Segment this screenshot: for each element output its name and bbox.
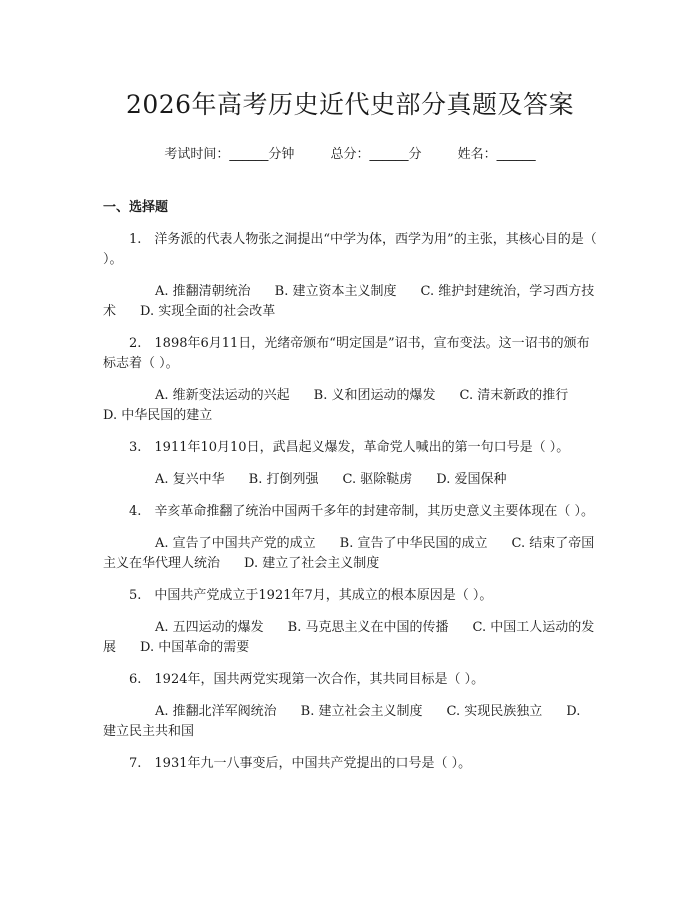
question-options xyxy=(103,618,597,658)
question-item xyxy=(103,502,597,574)
total-score-field: 总分：______分 xyxy=(330,147,422,162)
option-c: C. 中国工人运动的发展 xyxy=(103,620,595,655)
student-name-field: 姓名：______ xyxy=(457,147,536,162)
question-options xyxy=(103,282,597,322)
question-options xyxy=(103,470,597,490)
question-options xyxy=(103,386,597,426)
option-c: C. 实现民族独立 xyxy=(446,704,543,719)
question-item xyxy=(103,334,597,426)
option-d: D. 中国革命的需要 xyxy=(140,640,250,655)
page-title: 2026年高考历史近代史部分真题及答案 xyxy=(125,90,575,119)
option-a: A. 五四运动的爆发 xyxy=(155,620,264,635)
option-b: B. 建立资本主义制度 xyxy=(274,284,397,299)
question-item xyxy=(103,438,597,490)
question-stem: 6. 1924年，国共两党实现第一次合作，其共同目标是（ ）。 xyxy=(129,672,485,687)
option-c: C. 维护封建统治，学习西方技术 xyxy=(103,284,595,319)
option-a: A. 维新变法运动的兴起 xyxy=(155,388,290,403)
option-c: C. 驱除鞑虏 xyxy=(342,472,413,487)
question-stem: 5. 中国共产党成立于1921年7月，其成立的根本原因是（ ）。 xyxy=(129,588,493,603)
question-stem: 1. 洋务派的代表人物张之洞提出“中学为体，西学为用”的主张，其核心目的是（ ）。 xyxy=(103,232,597,267)
option-d: D. 爱国保种 xyxy=(436,472,507,487)
option-b: B. 建立社会主义制度 xyxy=(300,704,423,719)
option-b: B. 义和团运动的爆发 xyxy=(313,388,436,403)
option-b: B. 打倒列强 xyxy=(248,472,319,487)
option-a: A. 宣告了中国共产党的成立 xyxy=(155,536,316,551)
question-item xyxy=(103,586,597,658)
question-options xyxy=(103,702,597,742)
option-c: C. 清末新政的推行 xyxy=(459,388,569,403)
question-list xyxy=(103,230,597,774)
option-b: B. 马克思主义在中国的传播 xyxy=(287,620,449,635)
question-options xyxy=(103,534,597,574)
section-heading: 一、选择题 xyxy=(103,200,169,215)
option-d: D. 建立了社会主义制度 xyxy=(244,556,380,571)
option-d: D. 实现全面的社会改革 xyxy=(140,304,276,319)
question-item xyxy=(103,670,597,742)
exam-time-field: 考试时间：______分钟 xyxy=(164,147,295,162)
question-stem: 3. 1911年10月10日，武昌起义爆发，革命党人喊出的第一句口号是（ ）。 xyxy=(129,440,570,455)
question-stem: 2. 1898年6月11日，光绪帝颁布“明定国是”诏书，宣布变法。这一诏书的颁布标志着（ ）。 xyxy=(103,336,590,371)
option-d: D. 中华民国的建立 xyxy=(103,408,213,423)
option-a: A. 推翻北洋军阀统治 xyxy=(155,704,277,719)
option-a: A. 推翻清朝统治 xyxy=(155,284,251,299)
option-d: D. 建立民主共和国 xyxy=(103,704,581,739)
question-stem: 4. 辛亥革命推翻了统治中国两千多年的封建帝制，其历史意义主要体现在（ ）。 xyxy=(129,504,595,519)
option-c: C. 结束了帝国主义在华代理人统治 xyxy=(103,536,595,571)
question-item xyxy=(103,754,597,774)
question-stem: 7. 1931年九一八事变后，中国共产党提出的口号是（ ）。 xyxy=(129,756,472,771)
question-item xyxy=(103,230,597,322)
exam-info xyxy=(103,145,597,165)
option-a: A. 复兴中华 xyxy=(155,472,225,487)
option-b: B. 宣告了中华民国的成立 xyxy=(339,536,488,551)
